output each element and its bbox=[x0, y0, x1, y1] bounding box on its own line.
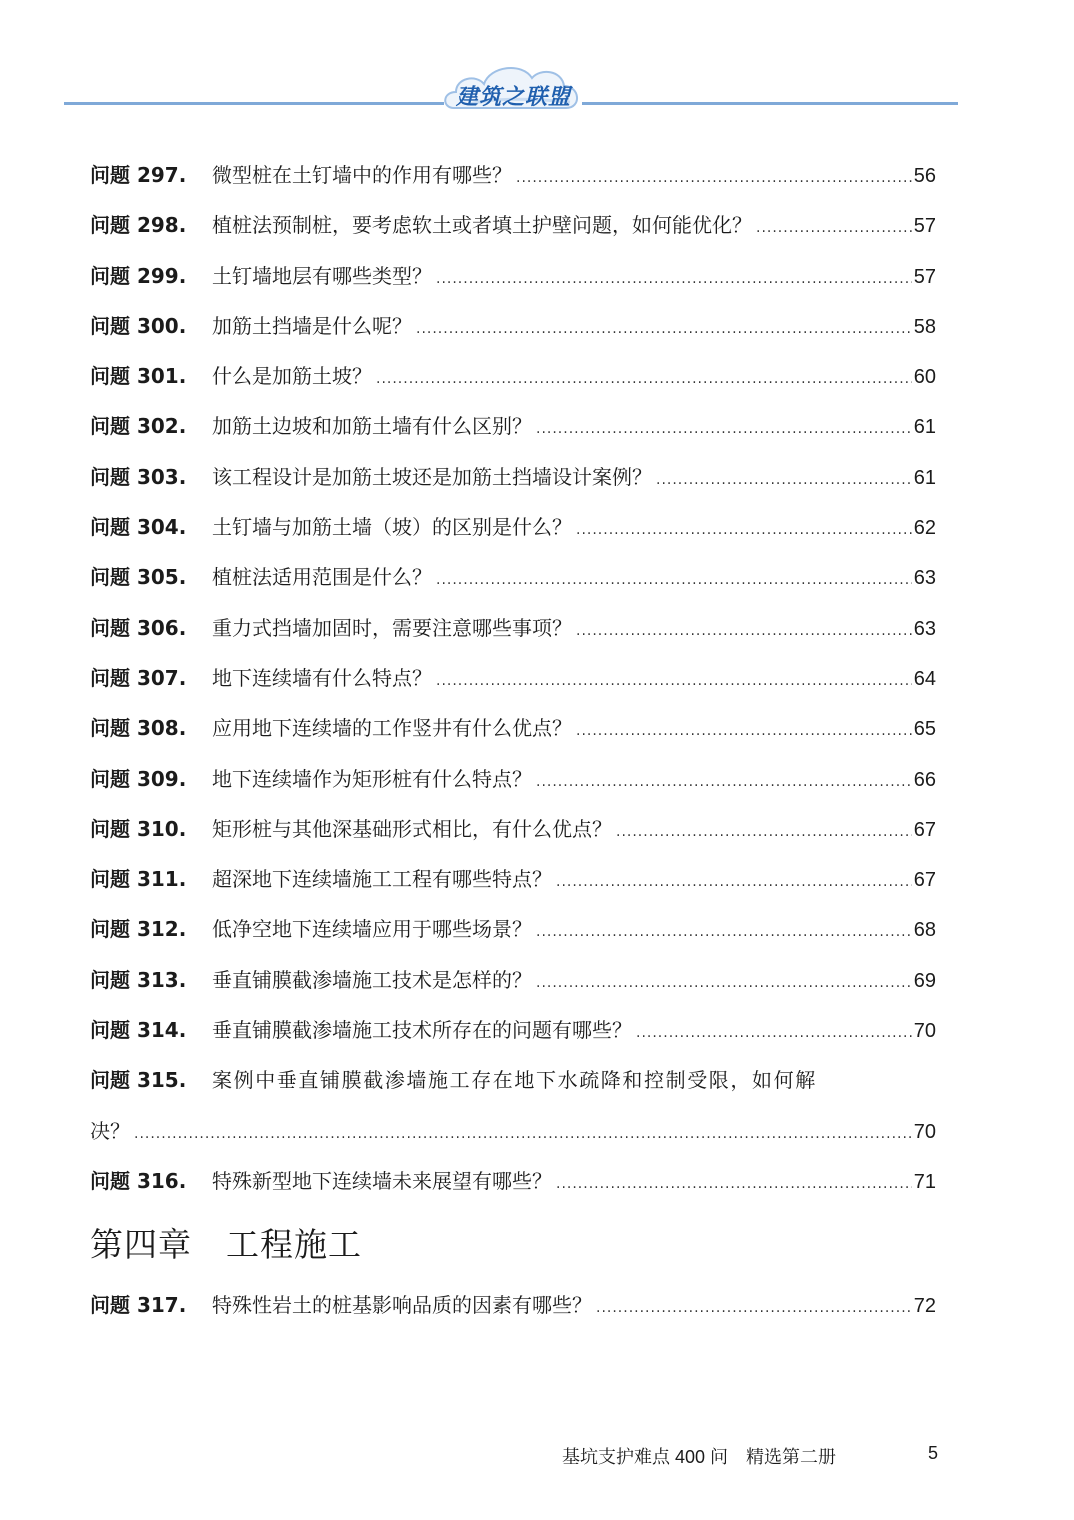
toc-entry-number: 问题 307. bbox=[90, 665, 187, 690]
toc-entry-page: 63 bbox=[913, 617, 936, 640]
toc-entry-number: 问题 303. bbox=[90, 464, 187, 489]
toc-entry-number: 问题 317. bbox=[90, 1293, 187, 1318]
toc-entry-306[interactable] bbox=[90, 603, 936, 653]
toc-entry-309[interactable] bbox=[90, 754, 936, 804]
toc-entry-title: 植桩法适用范围是什么？ bbox=[212, 565, 432, 590]
toc-entry-300[interactable] bbox=[90, 301, 936, 351]
page-number: 5 bbox=[928, 1443, 939, 1463]
dot-leader bbox=[536, 958, 912, 1008]
toc-entry-page: 65 bbox=[913, 718, 936, 741]
toc-entry-page: 69 bbox=[913, 969, 936, 992]
toc-entry-303[interactable] bbox=[90, 452, 936, 502]
toc-entry-317[interactable] bbox=[90, 1280, 936, 1330]
toc-entry-number: 问题 308. bbox=[90, 716, 187, 741]
toc-entry-page: 72 bbox=[913, 1295, 936, 1318]
toc-entry-page: 62 bbox=[913, 517, 936, 540]
book-title: 基坑支护难点 400 问 精选第二册 bbox=[562, 1447, 837, 1467]
toc-entry-title: 特殊新型地下连续墙未来展望有哪些？ bbox=[212, 1168, 552, 1193]
toc-entry-304[interactable] bbox=[90, 502, 936, 552]
toc-entry-line-2 bbox=[90, 1106, 936, 1156]
publisher-logo bbox=[440, 58, 586, 116]
toc-entry-number: 问题 316. bbox=[90, 1168, 187, 1193]
chapter-heading[interactable] bbox=[90, 1210, 936, 1280]
dot-leader bbox=[756, 203, 912, 253]
dot-leader bbox=[536, 757, 912, 807]
toc-entry-number: 问题 310. bbox=[90, 816, 187, 841]
dot-leader bbox=[416, 304, 912, 354]
toc-entry-title: 重力式挡墙加固时，需要注意哪些事项？ bbox=[212, 615, 572, 640]
toc-entry-299[interactable] bbox=[90, 251, 936, 301]
chapter-label: 第四章 bbox=[90, 1225, 192, 1265]
toc-entry-page: 56 bbox=[913, 165, 936, 187]
toc-entry-number: 问题 313. bbox=[90, 967, 187, 992]
toc-entry-number: 问题 311. bbox=[90, 867, 187, 892]
toc-entry-number: 问题 297. bbox=[90, 163, 187, 187]
toc-entry-title: 该工程设计是加筋土坡还是加筋土挡墙设计案例？ bbox=[212, 464, 652, 489]
toc-entry-title: 案例中垂直铺膜截渗墙施工存在地下水疏降和控制受限，如何解 bbox=[212, 1068, 817, 1093]
toc-entry-number: 问题 300. bbox=[90, 313, 187, 338]
toc-entry-313[interactable] bbox=[90, 955, 936, 1005]
toc-entry-title: 加筋土边坡和加筋土墙有什么区别？ bbox=[212, 414, 532, 439]
toc-entry-308[interactable] bbox=[90, 703, 936, 753]
toc-entry-number: 问题 312. bbox=[90, 917, 187, 942]
dot-leader bbox=[516, 153, 912, 203]
toc-entry-page: 66 bbox=[913, 768, 936, 791]
toc-entry-number: 问题 301. bbox=[90, 364, 187, 389]
dot-leader bbox=[436, 254, 912, 304]
toc-entry-302[interactable] bbox=[90, 401, 936, 451]
table-of-contents bbox=[90, 150, 936, 1331]
toc-entry-title: 植桩法预制桩，要考虑软土或者填土护壁问题，如何能优化？ bbox=[212, 213, 752, 238]
toc-entry-315[interactable] bbox=[90, 1055, 936, 1156]
dot-leader bbox=[376, 354, 912, 404]
dot-leader bbox=[656, 455, 912, 505]
dot-leader bbox=[556, 857, 912, 907]
toc-entry-305[interactable] bbox=[90, 552, 936, 602]
toc-entry-number: 问题 298. bbox=[90, 213, 187, 238]
toc-entry-310[interactable] bbox=[90, 804, 936, 854]
logo-text: 建筑之联盟 bbox=[456, 85, 572, 110]
toc-entry-title: 特殊性岩土的桩基影响品质的因素有哪些？ bbox=[212, 1293, 592, 1318]
toc-entry-297[interactable] bbox=[90, 150, 936, 200]
dot-leader bbox=[596, 1283, 912, 1333]
toc-entry-298[interactable] bbox=[90, 200, 936, 250]
toc-entry-title: 微型桩在土钉墙中的作用有哪些？ bbox=[212, 163, 512, 187]
toc-entry-title: 垂直铺膜截渗墙施工技术是怎样的？ bbox=[212, 967, 532, 992]
dot-leader bbox=[536, 404, 912, 454]
toc-entry-page: 57 bbox=[913, 215, 936, 238]
dot-leader bbox=[134, 1109, 912, 1159]
toc-entry-number: 问题 309. bbox=[90, 766, 187, 791]
toc-entry-number: 问题 305. bbox=[90, 565, 187, 590]
toc-entry-301[interactable] bbox=[90, 351, 936, 401]
toc-entry-title: 土钉墙地层有哪些类型？ bbox=[212, 263, 432, 288]
toc-entry-title: 矩形桩与其他深基础形式相比，有什么优点？ bbox=[212, 816, 612, 841]
toc-entry-number: 问题 306. bbox=[90, 615, 187, 640]
toc-entry-number: 问题 302. bbox=[90, 414, 187, 439]
dot-leader bbox=[436, 656, 912, 706]
toc-entry-page: 60 bbox=[913, 366, 936, 389]
dot-leader bbox=[576, 505, 912, 555]
dot-leader bbox=[536, 907, 912, 957]
toc-entry-page: 57 bbox=[913, 265, 936, 288]
header-rule-left bbox=[64, 102, 444, 105]
page-header bbox=[0, 0, 1074, 120]
toc-entry-page: 70 bbox=[913, 1120, 936, 1143]
dot-leader bbox=[576, 606, 912, 656]
toc-entry-page: 70 bbox=[913, 1020, 936, 1043]
toc-entry-number: 问题 304. bbox=[90, 515, 187, 540]
toc-entry-page: 61 bbox=[913, 416, 936, 439]
toc-entry-title: 垂直铺膜截渗墙施工技术所存在的问题有哪些？ bbox=[212, 1018, 632, 1043]
chapter-title: 工程施工 bbox=[226, 1225, 362, 1265]
toc-entry-page: 61 bbox=[913, 466, 936, 489]
toc-entry-number: 问题 299. bbox=[90, 263, 187, 288]
toc-entry-314[interactable] bbox=[90, 1005, 936, 1055]
toc-entry-316[interactable] bbox=[90, 1156, 936, 1206]
toc-entry-number: 问题 314. bbox=[90, 1018, 187, 1043]
dot-leader bbox=[576, 706, 912, 756]
dot-leader bbox=[636, 1008, 912, 1058]
header-rule-right bbox=[582, 102, 958, 105]
toc-entry-title: 什么是加筋土坡？ bbox=[212, 364, 372, 389]
dot-leader bbox=[616, 807, 912, 857]
toc-entry-number: 问题 315. bbox=[90, 1068, 187, 1093]
toc-entry-title: 土钉墙与加筋土墙（坡）的区别是什么？ bbox=[212, 515, 572, 540]
toc-entry-title: 加筋土挡墙是什么呢？ bbox=[212, 313, 412, 338]
toc-entry-page: 67 bbox=[913, 818, 936, 841]
toc-entry-page: 63 bbox=[913, 567, 936, 590]
toc-entry-307[interactable] bbox=[90, 653, 936, 703]
toc-entry-title: 低净空地下连续墙应用于哪些场景？ bbox=[212, 917, 532, 942]
toc-entry-page: 68 bbox=[913, 919, 936, 942]
toc-entry-title: 超深地下连续墙施工工程有哪些特点？ bbox=[212, 867, 552, 892]
toc-entry-page: 64 bbox=[913, 667, 936, 690]
toc-entry-page: 71 bbox=[913, 1170, 936, 1193]
toc-entry-title: 应用地下连续墙的工作竖井有什么优点？ bbox=[212, 716, 572, 741]
dot-leader bbox=[556, 1159, 912, 1209]
toc-entry-page: 58 bbox=[913, 315, 936, 338]
toc-entry-title: 地下连续墙有什么特点？ bbox=[212, 665, 432, 690]
toc-entry-311[interactable] bbox=[90, 854, 936, 904]
toc-entry-title: 地下连续墙作为矩形桩有什么特点？ bbox=[212, 766, 532, 791]
toc-entry-312[interactable] bbox=[90, 904, 936, 954]
toc-entry-title-continued: 决？ bbox=[90, 1118, 130, 1143]
toc-entry-page: 67 bbox=[913, 869, 936, 892]
toc-entry-line-1 bbox=[90, 1055, 936, 1105]
dot-leader bbox=[436, 555, 912, 605]
